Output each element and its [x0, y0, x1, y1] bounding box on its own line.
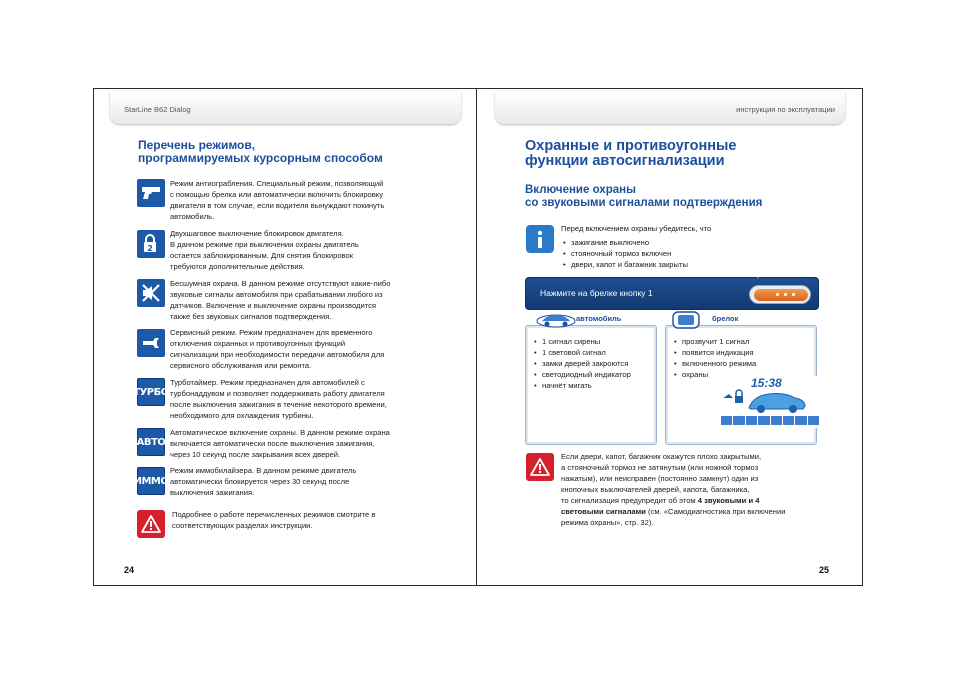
pre-arm-checklist: Перед включением охраны убедитесь, что • зажигание выключено • стояночный тормоз включен • двери, капот и багажник закрыты [561, 223, 821, 270]
list-item: • 1 световой сигнал [532, 347, 631, 358]
right-page-subtitle: Включение охраны со звуковыми сигналами подтверждения [525, 184, 763, 209]
car-icon [536, 312, 576, 328]
car-response-list [532, 336, 631, 391]
lcd-time: 15:38 [751, 376, 782, 390]
fob-response-panel [665, 314, 817, 445]
banner-text: Нажмите на брелке кнопку 1 [540, 288, 653, 298]
instruction-banner [525, 277, 819, 310]
lock-2-icon [137, 230, 165, 258]
warning-icon [526, 453, 554, 481]
left-page-number: 24 [124, 565, 135, 575]
banner-pointer [753, 272, 763, 278]
list-item: • зажигание выключено [561, 237, 821, 248]
left-header-title: StarLine B62 Dialog [124, 105, 191, 114]
list-item: • стояночный тормоз включен [561, 248, 821, 259]
turbo-icon: ТУРБО [137, 378, 165, 406]
mode-two-step-text: Двухшаговое выключение блокировок двигателя. В данном режиме при выключении охраны двигатель остается заблокированным. Для снятия блокировок требуются дополнительные действия. [170, 229, 359, 271]
gun-icon [137, 179, 165, 207]
warning-icon [137, 510, 165, 538]
list-item: • двери, капот и багажник закрыты [561, 259, 821, 270]
booklet-spread [93, 88, 863, 586]
mode-anti-hijack-text: Режим антиограбления. Специальный режим, позволяющий с помощью брелка или автоматически включить блокировку двигателя в том случае, если водителя вынуждают покинуть автомобиль. [170, 179, 385, 221]
fob-lcd-display [721, 376, 819, 428]
mode-turbo-text: Турботаймер. Режим предназначен для автомобилей с турбонаддувом и позволяет поддерживать работу двигателя после выключения зажигания в течение некоторого времени, необходимого для охлаждения турбины. [170, 378, 387, 420]
auto-icon: АВТО [137, 428, 165, 456]
lcd-mode-strip [721, 416, 819, 425]
svg-text:2: 2 [147, 244, 153, 253]
fob-pager-icon [672, 311, 700, 329]
fob-response-list [672, 336, 756, 380]
left-page-header [110, 91, 461, 124]
mode-auto-arm-text: Автоматическое включение охраны. В данном режиме охрана включается автоматически после выключения зажигания, через 10 секунд после закрывания всех дверей. [170, 428, 390, 459]
wrench-icon [137, 329, 165, 357]
car-response-panel [525, 314, 657, 445]
list-item-continuation: • начнёт мигать [532, 380, 631, 391]
fob-panel-label: брелок [712, 314, 739, 323]
list-item: • замки дверей закроются [532, 358, 631, 369]
right-page-number: 25 [818, 565, 829, 575]
page-fold [476, 89, 477, 585]
immo-icon: ИММО [137, 467, 165, 495]
list-item-continuation: • охраны [672, 369, 756, 380]
key-fob-icon [749, 285, 811, 304]
mode-immobilizer-text: Режим иммобилайзера. В данном режиме двигатель автоматически блокируется через 30 секунд после выключения зажигания. [170, 466, 357, 497]
right-header-title: инструкция по эксплуатации [736, 105, 835, 114]
list-item: • прозвучит 1 сигнал [672, 336, 756, 347]
list-item-continuation: • включенного режима [672, 358, 756, 369]
left-page-note: Подробнее о работе перечисленных режимов смотрите в соответствующих разделах инструкции. [172, 510, 376, 530]
mode-service-text: Сервисный режим. Режим предназначен для временного отключения охранных и противоугонных функций сигнализации при необходимости передачи автомобиля для сервисного обслуживания или ремонта. [170, 328, 385, 370]
left-page-title: Перечень режимов, программируемых курсорным способом [138, 138, 383, 165]
right-page-header [495, 91, 845, 124]
list-item: • светодиодный индикатор [532, 369, 631, 380]
silent-icon [137, 279, 165, 307]
car-panel-label: автомобиль [576, 314, 622, 323]
arming-warning-text: Если двери, капот, багажник окажутся плохо закрытыми, а стояночный тормоз не затянутым (или ножной тормоз нажатым), или неисправен (постоянно замкнут) один из кнопочных выключателей дверей, капота, багажника, то сигнализация предупредит об этом 4 звуковыми и 4 световыми сигналами (см. «Самодиагностика при включении режима охраны», стр. 32). [561, 452, 786, 527]
list-item: • появится индикация [672, 347, 756, 358]
list-item: • 1 сигнал сирены [532, 336, 631, 347]
right-page-title: Охранные и противоугонные функции автосигнализации [525, 138, 737, 169]
mode-silent-text: Бесшумная охрана. В данном режиме отсутствуют какие-либо звуковые сигналы автомобиля при срабатывании любого из датчиков. Включение и выключение охраны производится также без звуковых сигналов подтверждения. [170, 279, 391, 321]
info-icon [526, 225, 554, 253]
